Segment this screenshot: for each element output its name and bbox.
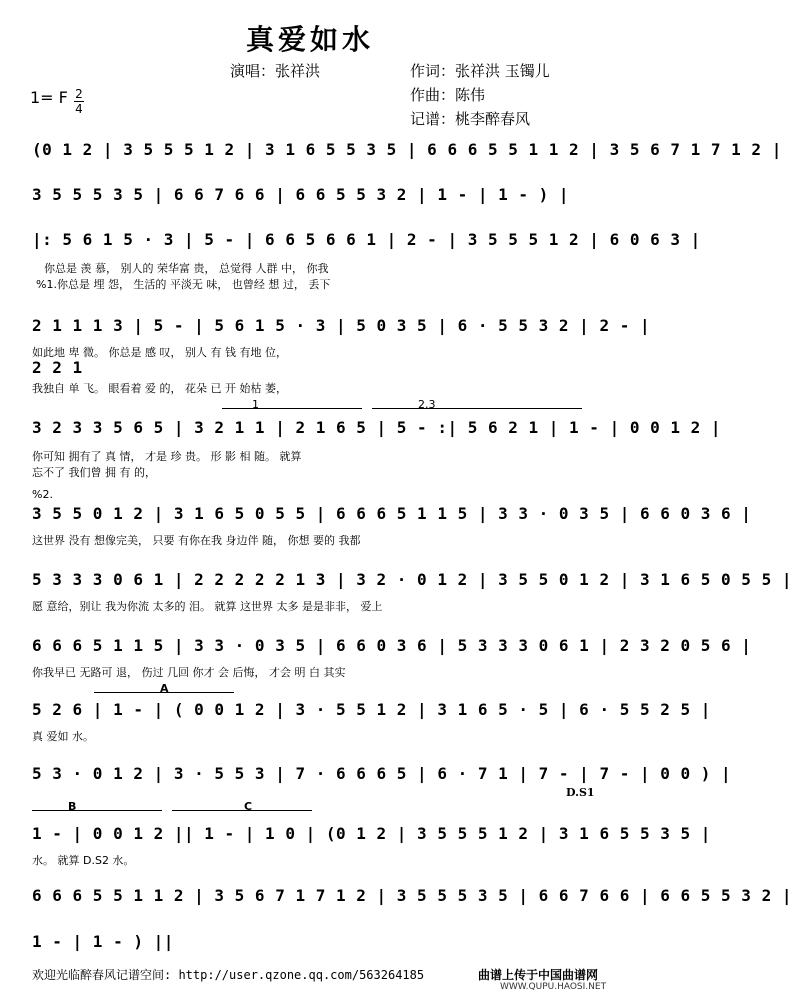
time-bottom: 4 bbox=[75, 102, 83, 116]
lyric-row-8: 你我早已 无路可 退， 伤过 几回 你才 会 后悔， 才会 明 白 其实 bbox=[32, 666, 346, 679]
score-row-1: (0 1 2 | 3 5 5 5 1 2 | 3 1 6 5 5 3 5 | 6 6 6 5 5 1 1 2 | 3 5 6 7 1 7 1 2 | bbox=[32, 140, 782, 159]
brand-text: 曲谱上传于中国曲谱网 bbox=[478, 968, 599, 982]
score-row-4: 2 1 1 1 3 | 5 - | 5 6 1 5 · 3 | 5 0 3 5 | 6 · 5 5 3 2 | 2 - | bbox=[32, 316, 651, 335]
brand-url: WWW.QUPU.HAOSI.NET bbox=[500, 982, 607, 992]
score-row-9: 5 2 6 | 1 - | ( 0 0 1 2 | 3 · 5 5 1 2 | 3 1 6 5 · 5 | 6 · 5 5 2 5 | bbox=[32, 700, 711, 719]
segno-2-mark: %2. bbox=[32, 488, 53, 501]
volta-2-label: 2.3 bbox=[418, 398, 436, 411]
score-row-2: 3 5 5 5 3 5 | 6 6 7 6 6 | 6 6 5 5 3 2 | 1 - | 1 - ) | bbox=[32, 185, 570, 204]
time-top: 2 bbox=[75, 87, 83, 101]
lyric-row-11: 水。 就算 D.S2 水。 bbox=[32, 854, 135, 867]
score-row-8: 6 6 6 5 1 1 5 | 3 3 · 0 3 5 | 6 6 0 3 6 | 5 3 3 3 0 6 1 | 2 3 2 0 5 6 | bbox=[32, 636, 752, 655]
volta-b-label: B bbox=[68, 800, 77, 813]
volta-1-label: 1 bbox=[252, 398, 259, 411]
score-row-3: |: 5 6 1 5 · 3 | 5 - | 6 6 5 6 6 1 | 2 - | 3 5 5 5 1 2 | 6 0 6 3 | bbox=[32, 230, 701, 249]
lyric-row-3a: 你总是 羡 慕， 别人的 荣华富 贵， 总觉得 人群 中， 你我 bbox=[44, 262, 329, 275]
composer-credit: 作曲：陈伟 bbox=[410, 86, 486, 104]
transcriber-credit: 记谱：桃李醉春风 bbox=[410, 110, 531, 128]
singer-credit: 演唱：张祥洪 bbox=[230, 62, 321, 80]
score-row-10: 5 3 · 0 1 2 | 3 · 5 5 3 | 7 · 6 6 6 5 | 6 · 7 1 | 7 - | 7 - | 0 0 ) | bbox=[32, 764, 732, 783]
score-row-13: 1 - | 1 - ) || bbox=[32, 932, 174, 951]
welcome-text: 欢迎光临醉春风记谱空间: http://user.qzone.qq.com/563264185 bbox=[32, 968, 425, 982]
time-signature bbox=[74, 88, 84, 115]
lyric-row-5b: 忘不了 我们曾 拥 有 的， bbox=[32, 466, 156, 479]
coda-a-label: A bbox=[160, 682, 169, 695]
lyric-row-4b: 我独自 单 飞。 眼看着 爱 的， 花朵 已 开 始枯 萎， bbox=[32, 382, 287, 395]
lyricist-credit: 作词：张祥洪 玉镯儿 bbox=[410, 62, 550, 80]
volta-c-line bbox=[172, 810, 312, 811]
ds1-mark: D.S1 bbox=[566, 786, 595, 799]
score-row-12: 6 6 6 5 5 1 1 2 | 3 5 6 7 1 7 1 2 | 3 5 5 5 3 5 | 6 6 7 6 6 | 6 6 5 5 3 2 | bbox=[32, 886, 792, 905]
volta-2-line bbox=[372, 408, 582, 409]
lyric-row-6: 这世界 没有 想像完美， 只要 有你在我 身边伴 随， 你想 要的 我都 bbox=[32, 534, 361, 547]
lyric-row-7: 愿 意给，别让 我为你流 太多的 泪。 就算 这世界 太多 是是非非， 爱上 bbox=[32, 600, 383, 613]
score-row-7: 5 3 3 3 0 6 1 | 2 2 2 2 2 1 3 | 3 2 · 0 1 2 | 3 5 5 0 1 2 | 3 1 6 5 0 5 5 | bbox=[32, 570, 792, 589]
lyric-row-9: 真 爱如 水。 bbox=[32, 730, 94, 743]
volta-1-line bbox=[222, 408, 362, 409]
key-signature: 1= F bbox=[30, 88, 68, 107]
volta-c-label: C bbox=[244, 800, 253, 813]
score-row-11: 1 - | 0 0 1 2 || 1 - | 1 0 | (0 1 2 | 3 5 5 5 1 2 | 3 1 6 5 5 3 5 | bbox=[32, 824, 711, 843]
lyric-row-4a: 如此地 卑 微。 你总是 感 叹， 别人 有 钱 有地 位， bbox=[32, 346, 287, 359]
page-title: 真爱如水 bbox=[245, 23, 374, 56]
alt-notes-row-4: 2 2 1 bbox=[32, 358, 83, 377]
lyric-row-3b: %1.你总是 埋 怨， 生活的 平淡无 味， 也曾经 想 过， 丢下 bbox=[36, 278, 331, 291]
lyric-row-5a: 你可知 拥有了 真 情， 才是 珍 贵。 形 影 相 随。 就算 bbox=[32, 450, 302, 463]
score-row-6: 3 5 5 0 1 2 | 3 1 6 5 0 5 5 | 6 6 6 5 1 1 5 | 3 3 · 0 3 5 | 6 6 0 3 6 | bbox=[32, 504, 752, 523]
volta-b-line bbox=[32, 810, 162, 811]
score-row-5: 3 2 3 3 5 6 5 | 3 2 1 1 | 2 1 6 5 | 5 - :| 5 6 2 1 | 1 - | 0 0 1 2 | bbox=[32, 418, 722, 437]
